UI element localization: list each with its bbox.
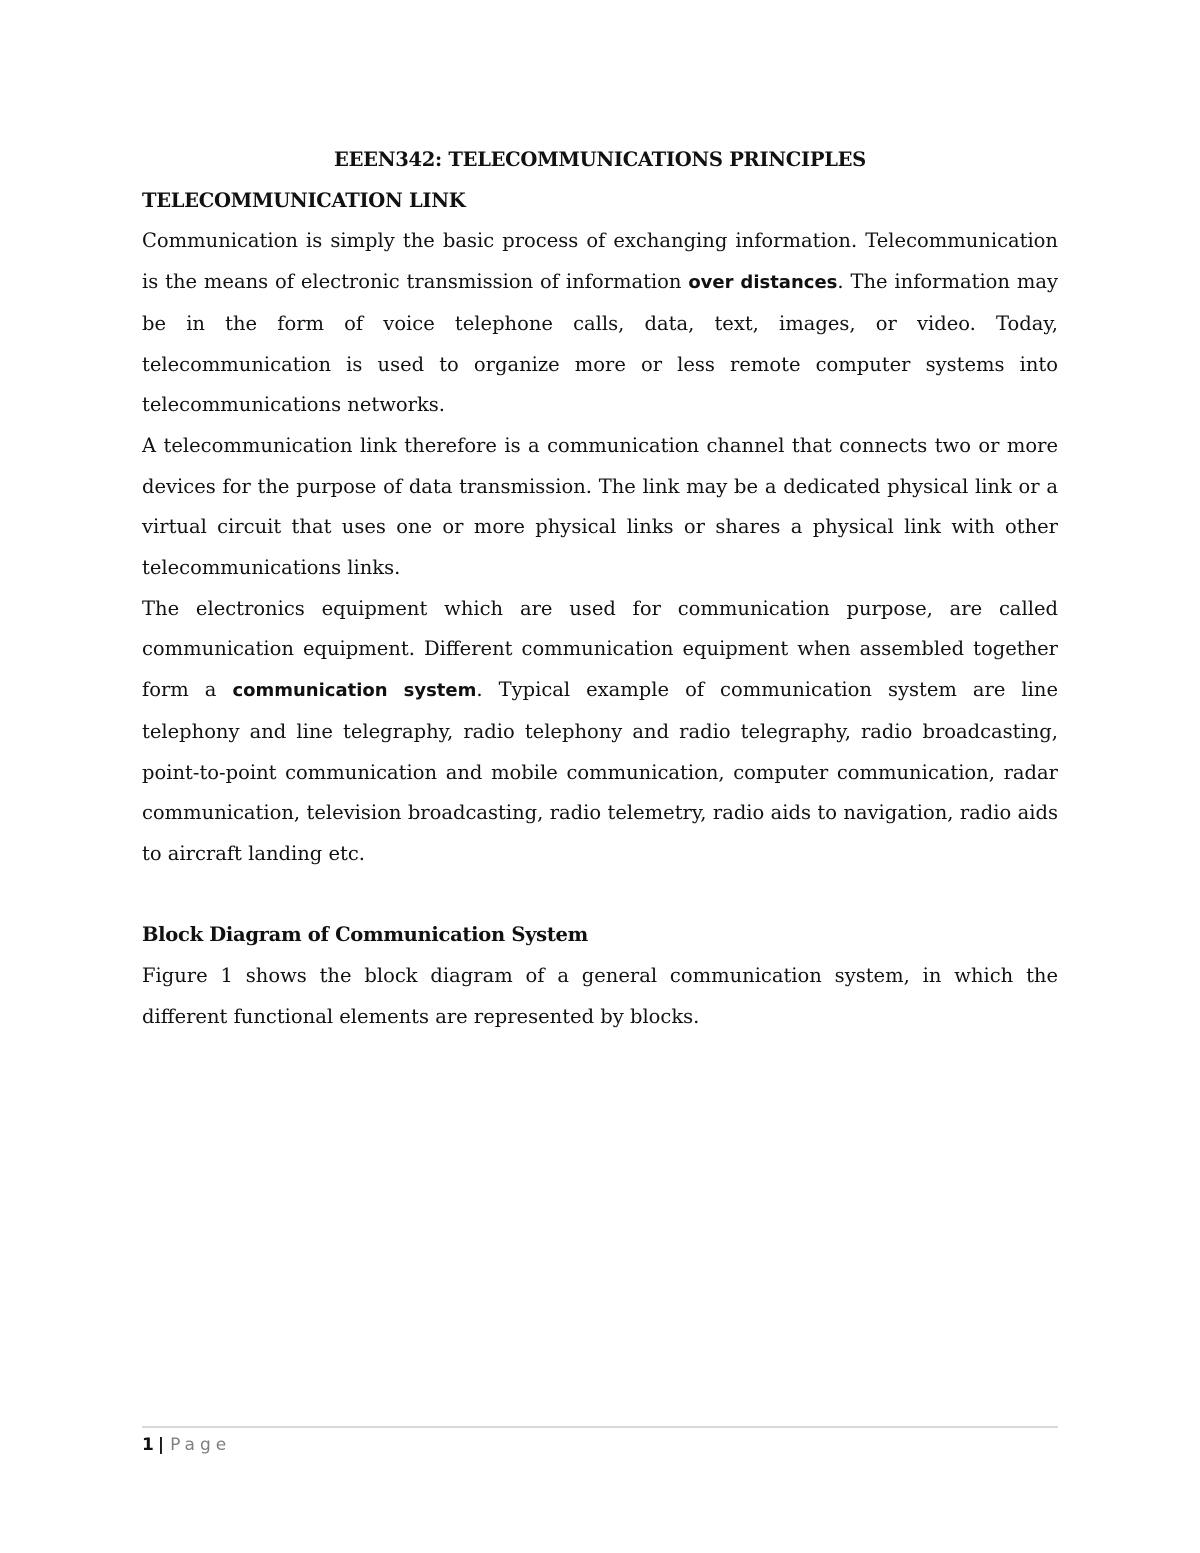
page-body xyxy=(142,140,1058,1037)
section-heading-telecommunication-link: TELECOMMUNICATION LINK xyxy=(142,188,466,212)
paragraph-communication-definition xyxy=(142,221,1058,426)
paragraph-communication-equipment xyxy=(142,589,1058,875)
emphasis-communication-system: communication system xyxy=(232,680,477,702)
emphasis-over-distances: over distances xyxy=(688,272,838,294)
paragraph-telecommunication-link: A telecommunication link therefore is a communication channel that connects two or more devices for the purpose of data transmission. The link may be a dedicated physical link or a virtual circuit that uses one or more physical links or shares a physical link with other telecommunications links. xyxy=(142,433,1058,580)
page-label: Page xyxy=(170,1435,232,1455)
footer-separator: | xyxy=(157,1435,165,1455)
page-footer xyxy=(142,1432,231,1458)
section-heading-block-diagram: Block Diagram of Communication System xyxy=(142,923,588,947)
paragraph-text: . The information may be in the form of voice telephone calls, data, text, images, or video. Today, telecommunication is used to organize more or less remote computer systems into telecommunications networks. xyxy=(142,270,1058,417)
paragraph-text: Communication is simply the basic process of exchanging information. Telecommunication is the means of electronic transmission of information xyxy=(142,229,1058,294)
paragraph-text: The electronics equipment which are used for communication purpose, are called communication equipment. Different communication equipment when assembled together form a xyxy=(142,596,1058,702)
footer-divider xyxy=(142,1426,1058,1428)
paragraph-text: . Typical example of communication system are line telephony and line telegraphy, radio telephony and radio telegraphy, radio broadcasting, point-to-point communication and mobile communication, computer communication, radar communication, television broadcasting, radio telemetry, radio aids to navigation, radio aids to aircraft landing etc. xyxy=(142,678,1058,865)
blank-line xyxy=(142,875,1058,916)
paragraph-block-diagram-description: Figure 1 shows the block diagram of a general communication system, in which the different functional elements are represented by blocks. xyxy=(142,964,1058,1028)
page-number: 1 xyxy=(142,1435,154,1455)
document-title: EEEN342: TELECOMMUNICATIONS PRINCIPLES xyxy=(334,148,866,171)
